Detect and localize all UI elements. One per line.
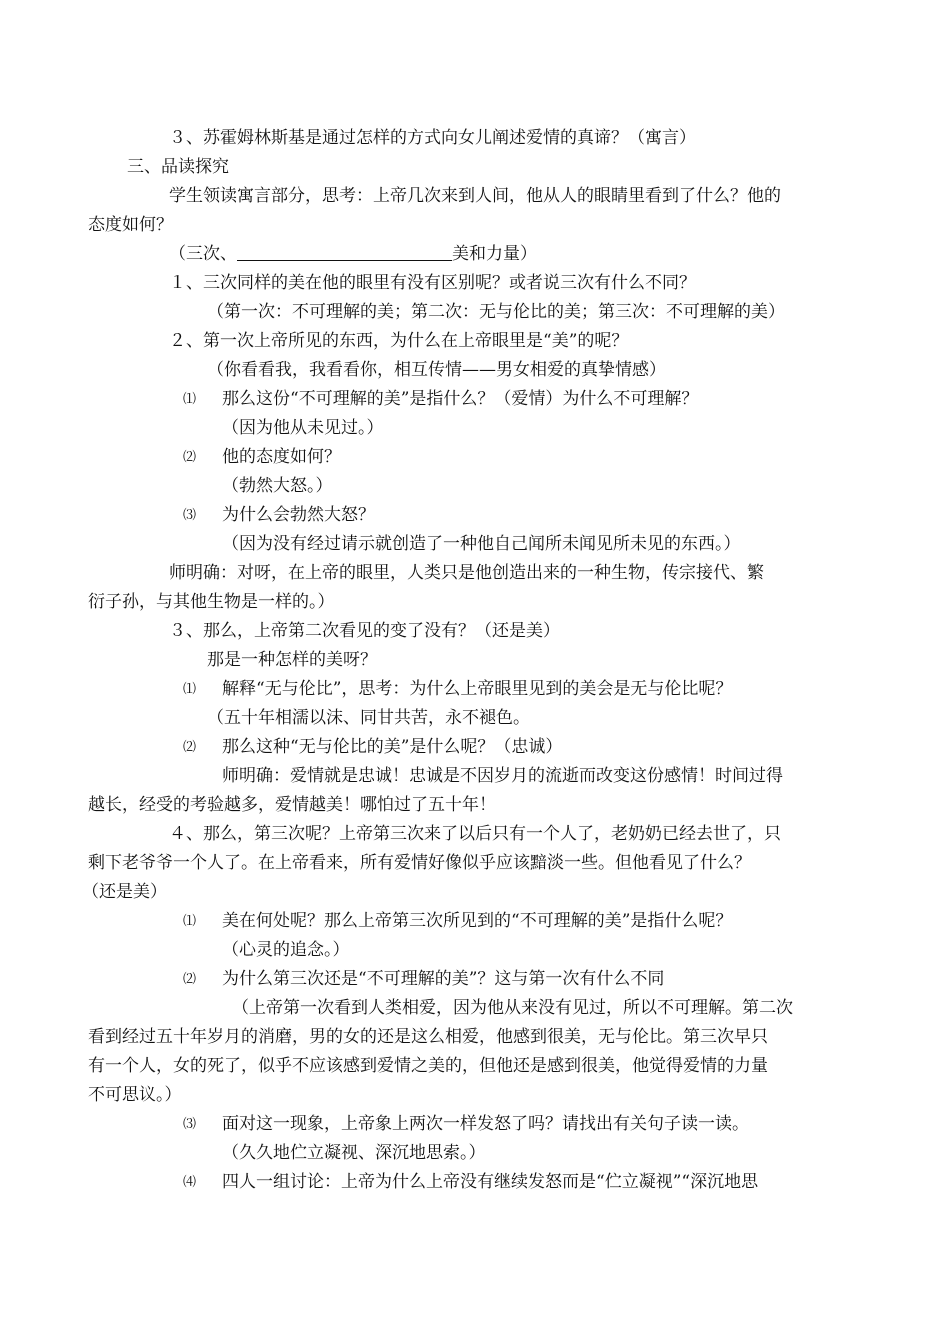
question-3-text: ３、苏霍姆林斯基是通过怎样的方式向女儿阐述爱情的真谛？（寓言） bbox=[169, 128, 696, 148]
question-line: １、三次同样的美在他的眼里有没有区别呢？或者说三次有什么不同？ bbox=[169, 273, 696, 293]
question-line: ２、第一次上帝所见的东西，为什么在上帝眼里是“美”的呢？ bbox=[169, 331, 629, 351]
blank-underline bbox=[237, 242, 452, 261]
teacher-note-line: 师明确：对呀，在上帝的眼里，人类只是他创造出来的一种生物，传宗接代、繁 bbox=[169, 563, 764, 583]
sub-question-line: 美在何处呢？那么上帝第三次所见到的“不可理解的美”是指什么呢？ bbox=[222, 911, 733, 931]
answer-line: （还是美） bbox=[82, 882, 167, 902]
sub-question-line: 四人一组讨论：上帝为什么上帝没有继续发怒而是“伫立凝视”“深沉地思 bbox=[222, 1172, 759, 1192]
item-number: ⑴ bbox=[183, 682, 197, 697]
sub-question-line: 那么这种“无与伦比的美”是什么呢？（忠诚） bbox=[222, 737, 563, 757]
sub-question-line: 他的态度如何？ bbox=[222, 447, 341, 467]
answer-line: （第一次：不可理解的美；第二次：无与伦比的美；第三次：不可理解的美） bbox=[207, 302, 785, 322]
paragraph-line: 学生领读寓言部分，思考：上帝几次来到人间，他从人的眼睛里看到了什么？他的 bbox=[169, 186, 781, 206]
item-number: ⑴ bbox=[183, 392, 197, 407]
item-number: ⑵ bbox=[183, 972, 197, 987]
teacher-note-line: 师明确：爱情就是忠诚！忠诚是不因岁月的流逝而改变这份感情！时间过得 bbox=[222, 766, 783, 786]
fill-blank-line bbox=[169, 240, 537, 269]
sub-question-line: 面对这一现象，上帝象上两次一样发怒了吗？请找出有关句子读一读。 bbox=[222, 1114, 749, 1134]
item-number: ⑵ bbox=[183, 450, 197, 465]
answer-line: 看到经过五十年岁月的消磨，男的女的还是这么相爱，他感到很美，无与伦比。第三次早只 bbox=[88, 1027, 768, 1047]
sub-question-line: 解释“无与伦比”，思考：为什么上帝眼里见到的美会是无与伦比呢？ bbox=[222, 679, 733, 699]
fill-blank-prefix: （三次、 bbox=[169, 244, 237, 264]
sub-question-line: 为什么会勃然大怒？ bbox=[222, 505, 375, 525]
item-number: ⑵ bbox=[183, 740, 197, 755]
item-number: ⑶ bbox=[183, 1117, 197, 1132]
answer-line: （心灵的追念。） bbox=[222, 940, 350, 960]
answer-line: （你看看我，我看看你，相互传情——男女相爱的真挚情感） bbox=[207, 360, 666, 380]
item-number: ⑷ bbox=[183, 1175, 197, 1190]
answer-line: 不可思议。） bbox=[88, 1085, 182, 1105]
answer-line: （因为没有经过请示就创造了一种他自己闻所未闻见所未见的东西。） bbox=[222, 534, 741, 554]
answer-line: （因为他从未见过。） bbox=[222, 418, 384, 438]
paragraph-line: 态度如何？ bbox=[88, 215, 173, 235]
answer-line: 有一个人，女的死了，似乎不应该感到爱情之美的，但他还是感到很美，他觉得爱情的力量 bbox=[88, 1056, 768, 1076]
answer-line: （久久地伫立凝视、深沉地思索。） bbox=[222, 1143, 486, 1163]
answer-line: （上帝第一次看到人类相爱，因为他从来没有见过，所以不可理解。第二次 bbox=[232, 998, 793, 1018]
answer-line: （勃然大怒。） bbox=[222, 476, 333, 496]
teacher-note-line: 衍子孙，与其他生物是一样的。） bbox=[88, 592, 335, 612]
sub-question-line: 为什么第三次还是“不可理解的美”？这与第一次有什么不同 bbox=[222, 969, 665, 989]
teacher-note-line: 越长，经受的考验越多，爱情越美！哪怕过了五十年！ bbox=[88, 795, 496, 815]
fill-blank-suffix: 美和力量） bbox=[452, 244, 537, 264]
item-number: ⑶ bbox=[183, 508, 197, 523]
question-line: 那是一种怎样的美呀？ bbox=[207, 650, 377, 670]
answer-line: （五十年相濡以沫、同甘共苦，永不褪色。 bbox=[207, 708, 530, 728]
question-line: 剩下老爷爷一个人了。在上帝看来，所有爱情好像似乎应该黯淡一些。但他看见了什么？ bbox=[88, 853, 751, 873]
sub-question-line: 那么这份“不可理解的美”是指什么？（爱情）为什么不可理解？ bbox=[222, 389, 699, 409]
item-number: ⑴ bbox=[183, 914, 197, 929]
question-line: ３、那么，上帝第二次看见的变了没有？（还是美） bbox=[169, 621, 560, 641]
question-line: ４、那么，第三次呢？上帝第三次来了以后只有一个人了，老奶奶已经去世了，只 bbox=[169, 824, 781, 844]
section-heading: 三、品读探究 bbox=[127, 157, 229, 177]
